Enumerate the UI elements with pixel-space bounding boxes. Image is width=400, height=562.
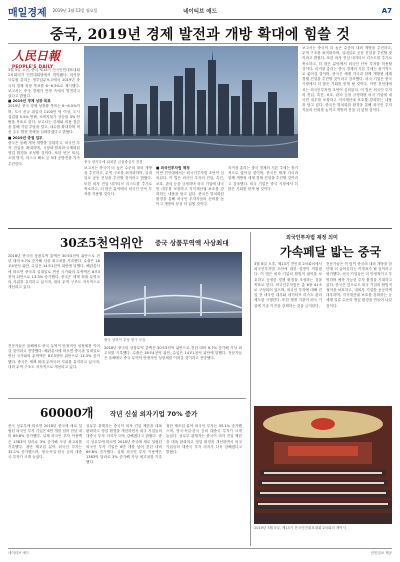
paragraph: 첨단 제조업 분야 외국인 투자는 35.1% 증가했으며, 영국·독일·한국 등의 대중국 투자가 크게 늘었다.: [8, 444, 82, 460]
article2-column-1: [8, 254, 100, 334]
top-article-column-4: [228, 166, 298, 222]
section-divider: [8, 228, 392, 229]
article3-title: 60000개: [40, 406, 94, 420]
paragraph: 상무부 관계자는 중국이 외자 진입 제한을 대폭 완화하고 영업 환경을 개선하면서 외국 기업들의 대중국 투자 의지가 더욱 강해졌다고 밝혔다.: [166, 434, 242, 455]
article3-column-3: [166, 424, 242, 546]
paragraph: 중국은 앞으로도 외국 기업의 합법적 권익을 보호하고, 내외자 기업을 동등하게 대우하며, 지식재산권 보호를 강화하는 등 세계 일류 수준의 영업 환경을 만들어 나갈 것이다.: [326, 282, 392, 308]
bridge-illustration: [104, 252, 242, 336]
newspaper-logo: 매일경제: [8, 7, 47, 19]
footer-rule: [8, 548, 392, 549]
top-article-column-3: [156, 166, 224, 222]
bridge-photo: [104, 252, 242, 336]
paragraph: 2018년 중국의 상품무역 총액은 30조5천억 위안으로 전년 대비 9.7% 증가해 사상 최고치를 기록했다. 수출은 16조4천억 위안, 수입은 14조1천억 위안에 달했다.: [104, 346, 242, 356]
skyline-illustration: [84, 46, 298, 158]
paragraph: 전문가들은 올해에도 중국 무역이 안정적인 성장세를 이어갈 것이라고 전망했다.: [104, 351, 242, 361]
article2-subtitle: 중국 상품무역액 사상최대: [155, 239, 229, 247]
article4-column-1: [254, 262, 322, 402]
article4-photo-caption: 2019년 3월 5일, 제13기 전국인민대표대회 2차회의 개막식: [254, 526, 347, 530]
city-skyline-photo: [84, 46, 298, 158]
paragraph: 중국 상무부에 따르면 2018년 중국에 새로 설립된 외국인 투자 기업은 6만 개를 넘어 전년 대비 69.8% 증가했다. 실제 외국인 투자 이용액은 1383억 달러로 3% 증가해 사상 최고치를 기록했다.: [86, 434, 162, 465]
congress-hall-photo: [254, 406, 392, 524]
masthead-chinese: 人民日報: [12, 49, 61, 63]
paragraph: 상무부 관계자는 중국이 외자 진입 제한을 대폭 완화하고 영업 환경을 개선하면서 외국 기업들의 대중국 투자 의지가 더욱 강해졌다고 밝혔다.: [86, 424, 162, 439]
article4-title: 가속페달 밟는 중국: [280, 245, 382, 259]
paragraph: 보고서는 중국이 더 높은 수준의 대외 개방을 추진하고, 무역 구조를 최적화하며, 일대일로 공동 건설을 추진할 것이라고 밝혔다. 또한 외자 진입 네거티브 리스트를 추가로 축소하고, 더 많은 분야에서 외국인 단독 투자를 허용할 것이다.: [302, 46, 392, 71]
page-footer: [8, 551, 392, 556]
paragraph: 중국은 올해 개혁 개방을 심화하고, 외국인 투자 진입을 확대하며, 시장화·법치화·국제화된 영업 환경을 조성할 것이다. 또한 빈곤 퇴치, 오염 방지, 리스크 해소 등 3대 공방전을 지속 추진한다.: [8, 140, 80, 166]
subheading: ■ 2019년 경제 성장 목표: [8, 99, 51, 104]
paragraph: 2019년 중국 경제 성장률 목표는 6~6.5%이며, 도시 신규 취업자 1100만 명 이상, 도시 실업률 5.5% 안팎, 소비자물가 상승률 3% 안팎을 목표로 한다. 보고서는 감세와 비용 절감을 통해 기업 부담을 덜고, 내수를 확대하며 혁신 주도 발전 전략을 심화하겠다고 밝혔다.: [8, 104, 80, 135]
headline-rule: [8, 43, 392, 44]
article3-subtitle: 작년 신설 외자기업 70% 증가: [110, 410, 198, 418]
paragraph: 3월 5일 오전, 중국 제13기 전국인민대표대회 2차회의가 인민대회당에서 개막됐다. 리커창 국무원 총리는 정부업무보고에서 2019년 중국의 경제 성장 목표를 6~6.5%로 제시했다. 보고서는 중국 경제가 안정 속에서 발전하고 있다고 밝혔다.: [8, 68, 80, 99]
paragraph: 이번 전인대에서는 외국인투자법 초안이 심의된다. 이 법은 외국인 투자의 진입, 촉진, 보호, 관리 등을 규정하며 외국 기업에 내국민 대우를 보장하고 지식재산권 보호를 강화하는 내용을 담고 있다. 중국은 법치화된 환경을 통해 외국인 투자자들의 신뢰를 높이고 개방의 문을 더 넓힐 것이다.: [156, 171, 224, 207]
paragraph: 외국인투자법은 총 6장 41조로 구성되어 있으며, 외국인 투자에 대해 진입 전 내국민 대우와 네거티브 리스트 관리 제도를 시행한다. 또한 행정 기관이 외국 기업에 기술 이전을 강제하는 것을 금지한다.: [254, 282, 322, 308]
top-article-column-1: [8, 68, 80, 216]
paragraph: 리커창 총리는 중국 경제의 기본 추세는 장기적으로 좋아질 것이며, 중국은 세계 각국과 함께 개방형 세계 경제 건설을 추진할 것이라고 강조했다. 외국 기업은 중국 시장에서 더 많은 기회를 얻게 될 것이다.: [302, 66, 392, 87]
paragraph: 2018년 중국의 상품무역 총액은 30조5천억 위안으로 전년 대비 9.7% 증가해 사상 최고치를 기록했다. 수출은 16조4천억 위안, 수입은 14조1천억 위안에 달했다.: [8, 254, 100, 269]
photo1-caption: 중국 광저우에 위치한 금융중심지 전경: [84, 160, 143, 164]
page-number: A7: [381, 7, 392, 15]
article-divider: [8, 398, 246, 399]
paragraph: 전문가들은 이 법이 중국의 대외 개방을 한 단계 더 끌어올리는 이정표가 될 것이라고 평가했다. 외국 기업들은 더 안정적이고 투명하며 예측 가능한 투자 환경을 기대하고 있다.: [326, 262, 392, 287]
article2-column-2: [8, 344, 100, 394]
footer-right: 인민일보 제공: [370, 551, 392, 555]
top-article-column-right: [302, 46, 392, 226]
article3-column-1: [8, 424, 82, 546]
paragraph: 해관총서에 따르면 중국과 일대일로 연선 국가와의 무역액은 8조3천억 위안으로 13.3% 증가했다. 중국은 세계 최대 무역국의 지위를 유지하고 있으며, 대외 무역 구조도 지속적으로 개선되고 있다.: [8, 349, 100, 369]
masthead-english: PEOPLE'S DAILY: [12, 64, 54, 69]
paragraph: 보고서는 중국이 더 높은 수준의 대외 개방을 추진하고, 무역 구조를 최적화하며, 일대일로 공동 건설을 추진할 것이라고 밝혔다. 또한 외자 진입 네거티브 리스트를 추가로 축소하고, 더 많은 분야에서 외국인 단독 투자를 허용할 것이다.: [84, 166, 152, 197]
article2-photo-caption: 중국 상하이 푸둥 항구 모습: [104, 338, 146, 342]
article2-title: 30조5천억위안: [60, 236, 144, 250]
congress-hall-illustration: [254, 406, 392, 524]
paragraph: 첨단 제조업 분야 외국인 투자는 35.1% 증가했으며, 영국·독일·한국 등의 대중국 투자가 크게 늘었다.: [166, 424, 242, 439]
footer-left: 네이티브 애드: [8, 551, 30, 555]
article3-column-2: [86, 424, 162, 546]
subheading: ■ 외국인투자법 제정: [156, 166, 190, 170]
paragraph: 중국 상무부에 따르면 2018년 중국에 새로 설립된 외국인 투자 기업은 6만 개를 넘어 전년 대비 69.8% 증가했다. 실제 외국인 투자 이용액은 1383억 달러로 3% 증가해 사상 최고치를 기록했다.: [8, 424, 82, 449]
subheading: ■ 2019년 중점 업무: [8, 135, 43, 140]
page-header: [8, 4, 392, 18]
main-headline: 중국, 2019년 경제 발전과 개방 확대에 힘쓸 것: [50, 27, 350, 43]
paragraph: 이번 전인대에서는 외국인투자법 초안이 심의된다. 이 법은 외국인 투자의 진입, 촉진, 보호, 관리 등을 규정하며 외국 기업에 내국민 대우를 보장하고 지식재산권 보호를 강화하는 내용을 담고 있다. 중국은 법치화된 환경을 통해 외국인 투자자들의 신뢰를 높이고 개방의 문을 더 넓힐 것이다.: [302, 82, 392, 113]
paragraph: 3월 8일 오후, 제13기 전인대 2차회의에서 외국인투자법 초안에 대한 설명이 이뤄졌다. 이 법은 외자 기업의 합법적 권익을 보호하고 공정한 경쟁 환경을 조성하는 것을 목표로 한다.: [254, 262, 322, 287]
top-article-column-2: [84, 166, 152, 222]
column-divider: [250, 232, 251, 546]
paragraph: 해관총서에 따르면 중국과 일대일로 연선 국가와의 무역액은 8조3천억 위안으로 13.3% 증가했다. 중국은 세계 최대 무역국의 지위를 유지하고 있으며, 대외 무역 구조도 지속적으로 개선되고 있다.: [8, 264, 100, 290]
article4-kicker: 외국인투자법 제정 의미: [286, 235, 338, 241]
article2-column-3: [104, 346, 242, 394]
source-masthead: [12, 47, 70, 69]
section-label: 네이티브 애드: [183, 9, 217, 15]
header-rule: [8, 19, 392, 20]
paragraph: 전문가들은 올해에도 중국 무역이 안정적인 성장세를 이어갈 것이라고 전망했다.: [8, 344, 100, 354]
paragraph: 리커창 총리는 중국 경제의 기본 추세는 장기적으로 좋아질 것이며, 중국은 세계 각국과 함께 개방형 세계 경제 건설을 추진할 것이라고 강조했다. 외국 기업은 중국 시장에서 더 많은 기회를 얻게 될 것이다.: [228, 166, 298, 191]
article4-column-2: [326, 262, 392, 402]
issue-date: 2019년 3월 13일 월요일: [52, 8, 98, 13]
